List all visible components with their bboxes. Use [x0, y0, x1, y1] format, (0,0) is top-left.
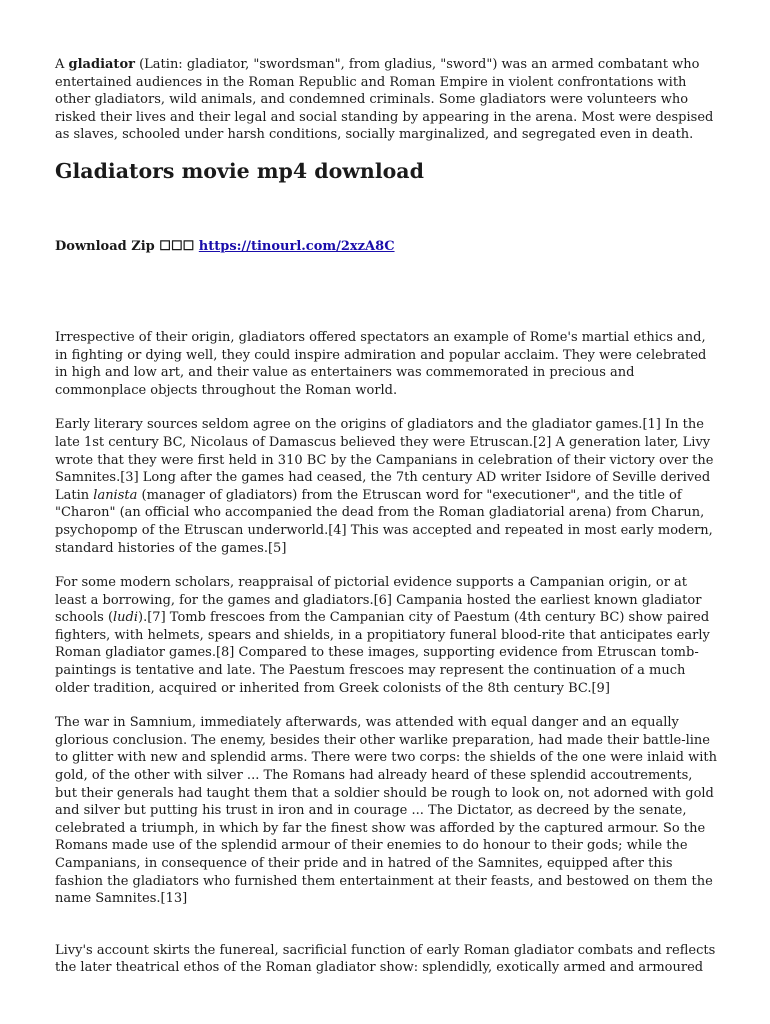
- paragraph-origin: Irrespective of their origin, gladiators offered spectators an example of Rome's martial ethics and, in fighting or dying well, they could inspire admiration and popular acclaim. They were celebrated in high and low art, and their value as entertainers was commemorated in precious and commonplace objects throughout the Roman world.: [55, 329, 707, 398]
- intro-term: gladiator: [68, 57, 135, 72]
- download-line: [55, 239, 717, 254]
- intro-lead: A: [55, 57, 69, 72]
- download-arrows-icon: ☐☐☐: [159, 238, 195, 254]
- paragraph-campania-term: ludi: [113, 610, 139, 626]
- paragraph-sources: [55, 416, 717, 557]
- paragraph-sources-a: Early literary sources seldom agree on the origins of gladiators and the gladiator games.[1] In the late 1st century BC, Nicolaus of Damascus believed they were Etruscan.[2] A generation later, Livy wrote that they were first held in 310 BC by the Campanians in celebration of their victory over the Samnites.[3] Long after the games had ceased, the 7th century AD writer Isidore of Seville derived Latin: [55, 417, 714, 503]
- download-label: Download Zip: [55, 238, 155, 254]
- intro-text: (Latin: gladiator, "swordsman", from gladius, "sword") was an armed combatant who entertained audiences in the Roman Republic and Roman Empire in violent confrontations with other gladiators, wild animals, and condemned criminals. Some gladiators were volunteers who risked their lives and their legal and social standing by appearing in the arena. Most were despised as slaves, schooled under harsh conditions, socially marginalized, and segregated even in death.: [55, 57, 714, 143]
- document-page: [55, 56, 717, 977]
- paragraph-campania: [55, 574, 717, 697]
- paragraph-livy-account: Livy's account skirts the funereal, sacrificial function of early Roman gladiator combats and reflects the later theatrical ethos of the Roman gladiator show: splendidly, exotically armed and armoured: [55, 942, 716, 976]
- intro-paragraph: [55, 56, 717, 144]
- paragraph-livy-quote: The war in Samnium, immediately afterwards, was attended with equal danger and an equally glorious conclusion. The enemy, besides their other warlike preparation, had made their battle-line to glitter with new and splendid arms. There were two corps: the shields of the one were inlaid with gold, of the other with silver ... The Romans had already heard of these splendid accoutrements, but their generals had taught them that a soldier should be rough to look on, not adorned with gold and silver but putting his trust in iron and in courage ... The Dictator, as decreed by the senate, celebrated a triumph, in which by far the finest show was afforded by the captured armour. So the Romans made use of the splendid armour of their enemies to do honour to their gods; while the Campanians, in consequence of their pride and in hatred of the Samnites, equipped after this fashion the gladiators who furnished them entertainment at their feasts, and bestowed on them the name Samnites.[13]: [55, 715, 717, 907]
- paragraph-campania-b: ).[7] Tomb frescoes from the Campanian city of Paestum (4th century BC) show paired fighters, with helmets, spears and shields, in a propitiatory funeral blood-rite that anticipates early Roman gladiator games.[8] Compared to these images, supporting evidence from Etruscan tomb-paintings is tentative and late. The Paestum frescoes may represent the continuation of a much older tradition, acquired or inherited from Greek colonists of the 8th century BC.[9]: [55, 610, 710, 696]
- paragraph-sources-term: lanista: [93, 487, 138, 503]
- download-link[interactable]: https://tinourl.com/2xzA8C: [198, 238, 395, 254]
- paragraph-sources-b: (manager of gladiators) from the Etruscan word for "executioner", and the title of "Charon" (an official who accompanied the dead from the Roman gladiatorial arena) from Charun, psychopomp of the Etruscan underworld.[4] This was accepted and repeated in most early modern, standard histories of the games.[5]: [55, 487, 713, 556]
- paragraph-campania-a: For some modern scholars, reappraisal of pictorial evidence supports a Campanian origin, or at least a borrowing, for the games and gladiators.[6] Campania hosted the earliest known gladiator schools (: [55, 575, 702, 626]
- page-title: Gladiators movie mp4 download: [55, 158, 424, 183]
